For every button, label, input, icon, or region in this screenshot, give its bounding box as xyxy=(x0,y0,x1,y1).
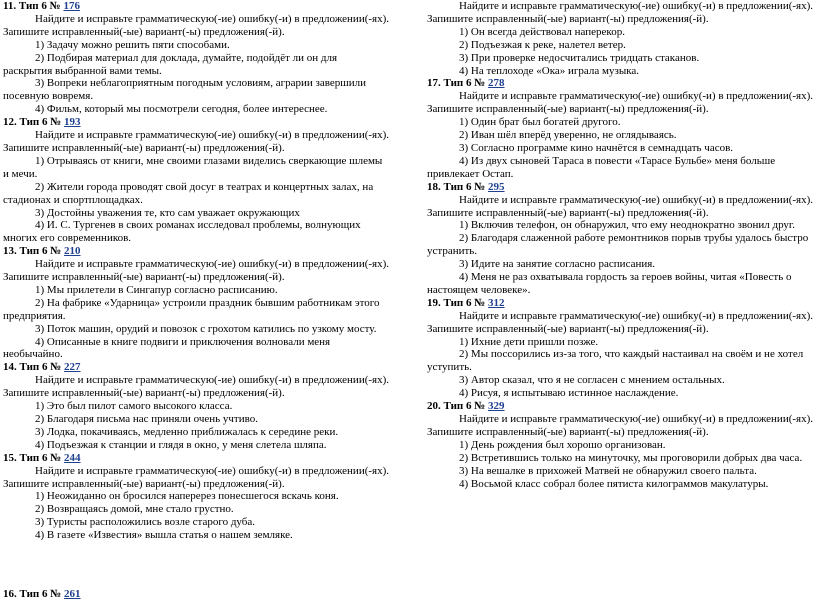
task-instruction: Найдите и исправьте грамматическую(-ие) ошибку(-и) в предложении(-ях). Запишите исправленный(-ые) вариант(-ы) предложения(-й). xyxy=(427,309,814,335)
answer-option: 3) Туристы расположились возле старого дуба. xyxy=(35,516,255,529)
answer-option: 2) Иван шёл вперёд уверенно, не оглядываясь. xyxy=(459,129,677,142)
task-number-link[interactable]: 193 xyxy=(64,116,81,129)
task-instruction: Найдите и исправьте грамматическую(-ие) ошибку(-и) в предложении(-ях). Запишите исправленный(-ые) вариант(-ы) предложения(-й). xyxy=(3,129,390,154)
task-number-link[interactable]: 261 xyxy=(64,588,81,600)
answer-option: 2) Мы поссорились из-за того, что каждый настаивал на своём и не хотел уступить. xyxy=(427,348,804,374)
answer-option: 4) Восьмой класс собрал более пятиста килограммов макулатуры. xyxy=(459,477,769,490)
answer-option: 2) Возвращаясь домой, мне стало грустно. xyxy=(35,503,234,516)
task-label: 20. Тип 6 № xyxy=(427,400,486,413)
task-block xyxy=(3,452,389,542)
answer-option: 1) Задачу можно решить пяти способами. xyxy=(35,38,230,51)
task-label: 11. Тип 6 № xyxy=(3,0,61,12)
task-header xyxy=(427,400,813,413)
answer-option: 4) Подъезжая к станции и глядя в окно, у меня слетела шляпа. xyxy=(35,438,327,451)
answer-option: 4) Описанные в книге подвиги и приключения волновали меня необычайно. xyxy=(3,335,331,361)
task-header xyxy=(3,361,389,374)
answer-option: 3) Автор сказал, что я не согласен с мнением остальных. xyxy=(459,374,725,387)
task-instruction: Найдите и исправьте грамматическую(-ие) ошибку(-и) в предложении(-ях). Запишите исправленный(-ые) вариант(-ы) предложения(-й). xyxy=(427,0,814,25)
task-block xyxy=(3,116,389,245)
task-label: 15. Тип 6 № xyxy=(3,451,62,464)
answer-option: 3) На вешалке в прихожей Матвей не обнаружил своего пальта. xyxy=(459,464,757,477)
answer-option: 4) На теплоходе «Ока» играла музыка. xyxy=(459,64,640,77)
task-block xyxy=(3,0,389,116)
task-number-link[interactable]: 295 xyxy=(488,180,505,193)
left-column xyxy=(3,0,389,542)
answer-option: 3) Вопреки неблагоприятным погодным условиям, аграрии завершили посевную вовремя. xyxy=(3,77,366,103)
task-block xyxy=(3,361,389,451)
task-header xyxy=(427,181,813,194)
task-header xyxy=(427,77,813,90)
task-header xyxy=(3,0,389,13)
task-number-link[interactable]: 278 xyxy=(488,77,505,90)
task-instruction: Найдите и исправьте грамматическую(-ие) ошибку(-и) в предложении(-ях). Запишите исправленный(-ые) вариант(-ы) предложения(-й). xyxy=(3,12,390,38)
task-label: 18. Тип 6 № xyxy=(427,180,486,193)
task-header xyxy=(3,116,389,129)
answer-option: 3) Поток машин, орудий и повозок с грохотом катились по узкому мосту. xyxy=(35,322,377,335)
task-instruction: Найдите и исправьте грамматическую(-ие) ошибку(-и) в предложении(-ях). Запишите исправленный(-ые) вариант(-ы) предложения(-й). xyxy=(427,413,814,438)
answer-option: 2) Встретившись только на минуточку, мы проговорили добрых два часа. xyxy=(459,451,803,464)
answer-option: 1) Он всегда действовал наперекор. xyxy=(459,25,625,38)
answer-option: 4) В газете «Известия» вышла статья о нашем земляке. xyxy=(35,529,293,542)
task-label: 17. Тип 6 № xyxy=(427,77,486,90)
answer-option: 4) Рисуя, я испытываю истинное наслаждение. xyxy=(459,387,679,400)
task-instruction: Найдите и исправьте грамматическую(-ие) ошибку(-и) в предложении(-ях). Запишите исправленный(-ые) вариант(-ы) предложения(-й). xyxy=(427,90,814,116)
task-number-link[interactable]: 176 xyxy=(63,0,80,12)
answer-option: 3) Согласно программе кино начнётся в семнадцать часов. xyxy=(459,141,734,154)
task-instruction: Найдите и исправьте грамматическую(-ие) ошибку(-и) в предложении(-ях). Запишите исправленный(-ые) вариант(-ы) предложения(-й). xyxy=(3,464,390,490)
task-number-link[interactable]: 312 xyxy=(488,296,505,309)
task-instruction: Найдите и исправьте грамматическую(-ие) ошибку(-и) в предложении(-ях). Запишите исправленный(-ые) вариант(-ы) предложения(-й). xyxy=(3,374,390,400)
answer-option: 3) Достойны уважения те, кто сам уважает окружающих xyxy=(35,206,300,219)
task-block xyxy=(427,181,813,297)
answer-option: 3) Идите на занятие согласно расписания. xyxy=(459,258,656,271)
answer-option: 3) При проверке недосчитались тридцать стаканов. xyxy=(459,51,700,64)
answer-option: 2) На фабрике «Ударница» устроили праздник бывшим работникам этого предприятия. xyxy=(3,296,380,322)
task-label: 19. Тип 6 № xyxy=(427,296,486,309)
answer-option: 1) Это был пилот самого высокого класса. xyxy=(35,400,233,413)
task-header xyxy=(3,245,389,258)
task-number-link[interactable]: 244 xyxy=(64,451,81,464)
task-block xyxy=(427,0,813,77)
answer-option: 2) Подъезжая к реке, налетел ветер. xyxy=(459,38,626,51)
task-number-link[interactable]: 210 xyxy=(64,245,81,258)
answer-option: 3) Лодка, покачиваясь, медленно приближалась к середине реки. xyxy=(35,425,339,438)
right-column xyxy=(427,0,813,490)
task-label: 16. Тип 6 № xyxy=(3,588,62,600)
answer-option: 1) День рождения был хорошо организован. xyxy=(459,438,666,451)
task-label: 13. Тип 6 № xyxy=(3,245,62,258)
task-block xyxy=(3,245,389,361)
task-label: 12. Тип 6 № xyxy=(3,116,62,129)
answer-option: 2) Подбирая материал для доклада, думайте, подойдёт ли он для раскрытия выбранной вами темы. xyxy=(3,51,338,77)
answer-option: 4) Фильм, который мы посмотрели сегодня, более интереснее. xyxy=(35,103,328,116)
answer-option: 1) Неожиданно он бросился наперерез понесшегося вскачь коня. xyxy=(35,490,339,503)
answer-option: 4) Из двух сыновей Тараса в повести «Тарасе Бульбе» меня больше привлекает Остап. xyxy=(427,154,776,180)
task-number-link[interactable]: 329 xyxy=(488,400,505,413)
answer-option: 4) И. С. Тургенев в своих романах исследовал проблемы, волнующих многих его современников. xyxy=(3,219,361,245)
task-block xyxy=(427,77,813,180)
answer-option: 4) Меня не раз охватывала гордость за героев войны, читая «Повесть о настоящем человеке». xyxy=(427,271,792,296)
task-header xyxy=(427,297,813,310)
task-label: 14. Тип 6 № xyxy=(3,361,62,374)
answer-option: 1) Мы прилетели в Сингапур согласно расписанию. xyxy=(35,283,278,296)
answer-option: 2) Благодаря слаженной работе ремонтников порыв трубы удалось быстро устранить. xyxy=(427,232,809,258)
answer-option: 1) Включив телефон, он обнаружил, что ему неоднократно звонил друг. xyxy=(459,219,795,232)
footer-task-header xyxy=(3,588,81,601)
task-instruction: Найдите и исправьте грамматическую(-ие) ошибку(-и) в предложении(-ях). Запишите исправленный(-ые) вариант(-ы) предложения(-й). xyxy=(427,193,814,219)
task-instruction: Найдите и исправьте грамматическую(-ие) ошибку(-и) в предложении(-ях). Запишите исправленный(-ые) вариант(-ы) предложения(-й). xyxy=(3,258,390,284)
answer-option: 2) Жители города проводят свой досуг в театрах и концертных залах, на стадионах и спортплощадках. xyxy=(3,180,374,206)
task-block xyxy=(427,400,813,490)
answer-option: 2) Благодаря письма нас приняли очень учтиво. xyxy=(35,413,258,425)
answer-option: 1) Один брат был богатей другого. xyxy=(459,116,621,129)
answer-option: 1) Отрываясь от книги, мне своими глазами виделись сверкающие шлемы и мечи. xyxy=(3,154,383,180)
task-block xyxy=(427,297,813,400)
answer-option: 1) Ихние дети пришли позже. xyxy=(459,335,599,348)
task-header xyxy=(3,452,389,465)
task-number-link[interactable]: 227 xyxy=(64,361,81,374)
